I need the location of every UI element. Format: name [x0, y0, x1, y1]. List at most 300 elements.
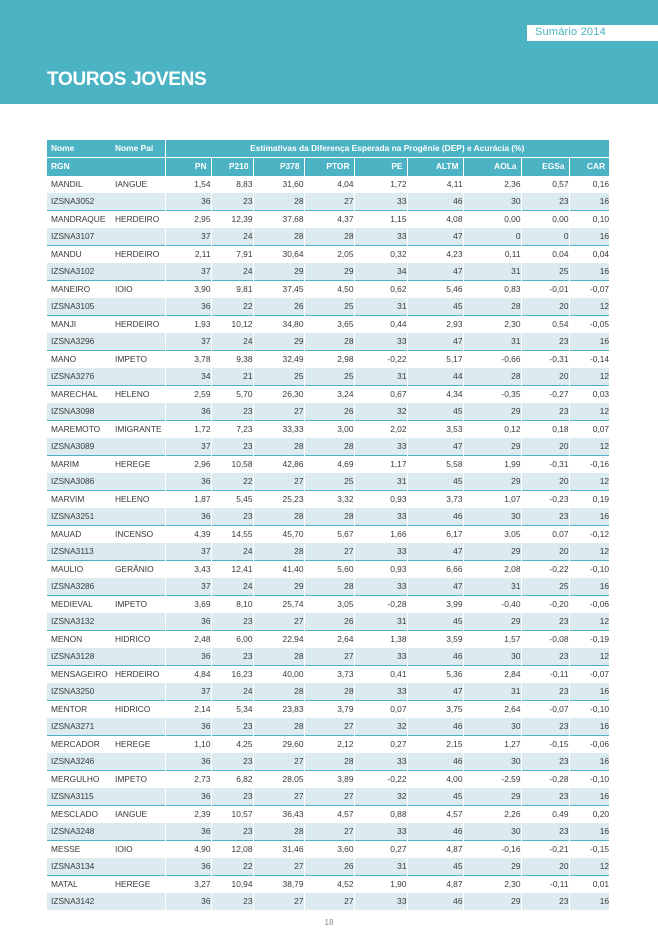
- accuracy-value: 46: [407, 823, 463, 841]
- dep-value: -0,06: [569, 596, 609, 614]
- dep-value: 0,00: [463, 211, 521, 229]
- accuracy-value: 27: [304, 788, 354, 806]
- dep-value: 3,05: [304, 596, 354, 614]
- dep-value: 4,57: [304, 806, 354, 824]
- accuracy-value: 45: [407, 298, 463, 316]
- table-row-dep: [47, 456, 609, 474]
- accuracy-value: 28: [304, 508, 354, 526]
- dep-value: 2,08: [463, 561, 521, 579]
- table-row-accuracy: [47, 858, 609, 876]
- sire-name: HERDEIRO: [111, 666, 165, 684]
- accuracy-value: 26: [304, 613, 354, 631]
- accuracy-value: 46: [407, 753, 463, 771]
- header-metric: EGSa: [521, 158, 569, 176]
- accuracy-value: 45: [407, 613, 463, 631]
- accuracy-value: 20: [521, 438, 569, 456]
- table-row-accuracy: [47, 543, 609, 561]
- dep-value: -0,15: [521, 736, 569, 754]
- animal-rgn: IZSNA3107: [47, 228, 111, 246]
- header-rgn: RGN: [47, 158, 111, 176]
- dep-value: 45,70: [253, 526, 304, 544]
- dep-value: 2,64: [463, 701, 521, 719]
- header-sire: Nome Pai: [111, 140, 165, 158]
- sire-name: IMIGRANTE: [111, 421, 165, 439]
- dep-value: 36,43: [253, 806, 304, 824]
- dep-value: 4,34: [407, 386, 463, 404]
- dep-value: -0,10: [569, 771, 609, 789]
- accuracy-value: 12: [569, 403, 609, 421]
- accuracy-value: 45: [407, 858, 463, 876]
- dep-value: 37,68: [253, 211, 304, 229]
- header-metric: AOLa: [463, 158, 521, 176]
- accuracy-value: 47: [407, 438, 463, 456]
- accuracy-value: 27: [304, 718, 354, 736]
- dep-value: -0,31: [521, 456, 569, 474]
- table-row-accuracy: [47, 298, 609, 316]
- accuracy-value: 23: [521, 893, 569, 910]
- dep-value: 0,93: [354, 561, 407, 579]
- dep-value: 3,78: [165, 351, 211, 369]
- accuracy-value: 23: [521, 193, 569, 211]
- animal-rgn: IZSNA3115: [47, 788, 111, 806]
- dep-value: -0,66: [463, 351, 521, 369]
- table-row-accuracy: [47, 788, 609, 806]
- rgn-spacer: [111, 683, 165, 701]
- accuracy-value: 45: [407, 788, 463, 806]
- dep-value: 2,73: [165, 771, 211, 789]
- dep-value: -0,05: [569, 316, 609, 334]
- accuracy-value: 26: [253, 298, 304, 316]
- table-row-accuracy: [47, 263, 609, 281]
- dep-value: 3,27: [165, 876, 211, 894]
- table-row-dep: [47, 561, 609, 579]
- accuracy-value: 28: [304, 753, 354, 771]
- dep-value: 10,57: [211, 806, 253, 824]
- accuracy-value: 30: [463, 823, 521, 841]
- sire-name: HERDEIRO: [111, 246, 165, 264]
- dep-value: 0,41: [354, 666, 407, 684]
- dep-value: 0,20: [569, 806, 609, 824]
- sire-name: GERÂNIO: [111, 561, 165, 579]
- dep-value: 8,10: [211, 596, 253, 614]
- accuracy-value: 24: [211, 333, 253, 351]
- animal-name: MENON: [47, 631, 111, 649]
- sire-name: IMPETO: [111, 351, 165, 369]
- accuracy-value: 28: [304, 438, 354, 456]
- dep-value: 4,90: [165, 841, 211, 859]
- dep-value: 5,67: [304, 526, 354, 544]
- accuracy-value: 27: [304, 193, 354, 211]
- dep-value: 6,17: [407, 526, 463, 544]
- accuracy-value: 37: [165, 683, 211, 701]
- header-row-2: [47, 158, 609, 176]
- dep-value: 5,58: [407, 456, 463, 474]
- dep-value: 2,12: [304, 736, 354, 754]
- rgn-spacer: [111, 508, 165, 526]
- dep-value: 2,93: [407, 316, 463, 334]
- accuracy-value: 36: [165, 893, 211, 910]
- dep-value: 10,12: [211, 316, 253, 334]
- dep-value: 16,23: [211, 666, 253, 684]
- dep-value: -0,14: [569, 351, 609, 369]
- dep-value: 2,39: [165, 806, 211, 824]
- animal-rgn: IZSNA3128: [47, 648, 111, 666]
- accuracy-value: 28: [253, 228, 304, 246]
- rgn-spacer: [111, 893, 165, 910]
- accuracy-value: 24: [211, 683, 253, 701]
- accuracy-value: 16: [569, 228, 609, 246]
- dep-value: -0,22: [521, 561, 569, 579]
- accuracy-value: 23: [211, 648, 253, 666]
- animal-name: MANO: [47, 351, 111, 369]
- dep-value: 2,26: [463, 806, 521, 824]
- accuracy-value: 36: [165, 508, 211, 526]
- table-row-accuracy: [47, 438, 609, 456]
- dep-value: 0,00: [521, 211, 569, 229]
- dep-value: 0,44: [354, 316, 407, 334]
- accuracy-value: 31: [354, 298, 407, 316]
- rgn-spacer: [111, 228, 165, 246]
- accuracy-value: 23: [211, 438, 253, 456]
- accuracy-value: 46: [407, 648, 463, 666]
- dep-value: 2,05: [304, 246, 354, 264]
- accuracy-value: 16: [569, 333, 609, 351]
- accuracy-value: 25: [304, 473, 354, 491]
- dep-value: 1,54: [165, 176, 211, 194]
- accuracy-value: 23: [521, 333, 569, 351]
- animal-name: MAUAD: [47, 526, 111, 544]
- dep-value: -0,01: [521, 281, 569, 299]
- rgn-spacer: [111, 543, 165, 561]
- accuracy-value: 28: [253, 683, 304, 701]
- dep-value: -0,07: [521, 701, 569, 719]
- dep-value: 0,04: [569, 246, 609, 264]
- table-row-dep: [47, 176, 609, 194]
- accuracy-value: 33: [354, 333, 407, 351]
- dep-value: 0,88: [354, 806, 407, 824]
- sire-name: HEREGE: [111, 736, 165, 754]
- dep-value: 0,57: [521, 176, 569, 194]
- dep-value: 1,72: [354, 176, 407, 194]
- rgn-spacer: [111, 298, 165, 316]
- accuracy-value: 28: [304, 228, 354, 246]
- dep-value: 5,17: [407, 351, 463, 369]
- accuracy-value: 47: [407, 263, 463, 281]
- dep-value: 0,01: [569, 876, 609, 894]
- animal-name: MANDIL: [47, 176, 111, 194]
- accuracy-value: 26: [304, 858, 354, 876]
- dep-value: 4,04: [304, 176, 354, 194]
- dep-value: 0,83: [463, 281, 521, 299]
- animal-name: MENTOR: [47, 701, 111, 719]
- dep-value: 9,38: [211, 351, 253, 369]
- dep-value: 1,38: [354, 631, 407, 649]
- accuracy-value: 23: [211, 193, 253, 211]
- accuracy-value: 27: [304, 823, 354, 841]
- accuracy-value: 28: [304, 683, 354, 701]
- animal-rgn: IZSNA3248: [47, 823, 111, 841]
- animal-name: MARECHAL: [47, 386, 111, 404]
- dep-value: 0,27: [354, 841, 407, 859]
- dep-value: 2,36: [463, 176, 521, 194]
- table-row-dep: [47, 736, 609, 754]
- dep-value: 6,82: [211, 771, 253, 789]
- dep-value: 5,70: [211, 386, 253, 404]
- accuracy-value: 36: [165, 718, 211, 736]
- dep-value: -0,11: [521, 876, 569, 894]
- dep-value: 0,11: [463, 246, 521, 264]
- accuracy-value: 16: [569, 718, 609, 736]
- dep-value: 0,19: [569, 491, 609, 509]
- dep-value: 12,41: [211, 561, 253, 579]
- accuracy-value: 23: [521, 403, 569, 421]
- accuracy-value: 27: [253, 473, 304, 491]
- animal-rgn: IZSNA3134: [47, 858, 111, 876]
- dep-value: 2,48: [165, 631, 211, 649]
- dep-value: -0,07: [569, 666, 609, 684]
- table-row-accuracy: [47, 648, 609, 666]
- accuracy-value: 25: [253, 368, 304, 386]
- header-name: Nome: [47, 140, 111, 158]
- dep-value: 4,25: [211, 736, 253, 754]
- dep-value: 4,08: [407, 211, 463, 229]
- animal-rgn: IZSNA3132: [47, 613, 111, 631]
- accuracy-value: 31: [354, 473, 407, 491]
- dep-value: 0,27: [354, 736, 407, 754]
- dep-value: 3,75: [407, 701, 463, 719]
- dep-value: 3,90: [165, 281, 211, 299]
- accuracy-value: 36: [165, 298, 211, 316]
- dep-value: 42,86: [253, 456, 304, 474]
- rgn-spacer: [111, 438, 165, 456]
- dep-value: 2,30: [463, 876, 521, 894]
- accuracy-value: 21: [211, 368, 253, 386]
- dep-value: 10,58: [211, 456, 253, 474]
- sire-name: IMPETO: [111, 771, 165, 789]
- dep-value: 1,99: [463, 456, 521, 474]
- dep-value: -0,28: [354, 596, 407, 614]
- table-row-dep: [47, 841, 609, 859]
- dep-value: 2,98: [304, 351, 354, 369]
- table-row-dep: [47, 526, 609, 544]
- accuracy-value: 27: [253, 403, 304, 421]
- accuracy-value: 27: [253, 613, 304, 631]
- accuracy-value: 24: [211, 228, 253, 246]
- accuracy-value: 37: [165, 228, 211, 246]
- accuracy-value: 36: [165, 473, 211, 491]
- dep-value: 3,59: [407, 631, 463, 649]
- dep-value: -0,28: [521, 771, 569, 789]
- header-metric: P378: [253, 158, 304, 176]
- dep-value: 4,57: [407, 806, 463, 824]
- accuracy-value: 33: [354, 683, 407, 701]
- accuracy-value: 33: [354, 893, 407, 910]
- accuracy-value: 29: [463, 473, 521, 491]
- animal-rgn: IZSNA3246: [47, 753, 111, 771]
- dep-value: 0,07: [354, 701, 407, 719]
- dep-value: -0,35: [463, 386, 521, 404]
- accuracy-value: 16: [569, 508, 609, 526]
- dep-value: -0,16: [569, 456, 609, 474]
- section-tag: [527, 25, 658, 41]
- accuracy-value: 24: [211, 263, 253, 281]
- animal-name: MEDIEVAL: [47, 596, 111, 614]
- dep-value: 3,89: [304, 771, 354, 789]
- accuracy-value: 29: [463, 403, 521, 421]
- accuracy-value: 28: [253, 823, 304, 841]
- accuracy-value: 28: [463, 368, 521, 386]
- accuracy-value: 36: [165, 823, 211, 841]
- accuracy-value: 46: [407, 893, 463, 910]
- accuracy-value: 36: [165, 613, 211, 631]
- animal-name: MERGULHO: [47, 771, 111, 789]
- table-row-accuracy: [47, 753, 609, 771]
- animal-name: MARIM: [47, 456, 111, 474]
- dep-value: 1,10: [165, 736, 211, 754]
- dep-value: 31,46: [253, 841, 304, 859]
- table-row-dep: [47, 211, 609, 229]
- dep-value: 4,52: [304, 876, 354, 894]
- accuracy-value: 23: [521, 648, 569, 666]
- accuracy-value: 31: [463, 333, 521, 351]
- accuracy-value: 16: [569, 193, 609, 211]
- dep-value: -0,15: [569, 841, 609, 859]
- dep-value: 0,67: [354, 386, 407, 404]
- animal-rgn: IZSNA3142: [47, 893, 111, 910]
- animal-name: MESCLADO: [47, 806, 111, 824]
- table-row-dep: [47, 806, 609, 824]
- table-row-accuracy: [47, 823, 609, 841]
- dep-value: -0,21: [521, 841, 569, 859]
- accuracy-value: 34: [354, 263, 407, 281]
- dep-value: 1,66: [354, 526, 407, 544]
- accuracy-value: 29: [253, 263, 304, 281]
- header-metric: PTOR: [304, 158, 354, 176]
- table-row-accuracy: [47, 578, 609, 596]
- accuracy-value: 25: [304, 298, 354, 316]
- rgn-spacer: [111, 473, 165, 491]
- table-row-dep: [47, 876, 609, 894]
- accuracy-value: 29: [463, 893, 521, 910]
- rgn-spacer: [111, 753, 165, 771]
- dep-value: 2,14: [165, 701, 211, 719]
- dep-value: 29,60: [253, 736, 304, 754]
- dep-value: 3,60: [304, 841, 354, 859]
- accuracy-value: 29: [463, 788, 521, 806]
- accuracy-value: 12: [569, 543, 609, 561]
- dep-value: 0,49: [521, 806, 569, 824]
- table-row-accuracy: [47, 508, 609, 526]
- accuracy-value: 31: [354, 613, 407, 631]
- dep-value: 4,87: [407, 841, 463, 859]
- accuracy-value: 12: [569, 438, 609, 456]
- header-metric: CAR: [569, 158, 609, 176]
- accuracy-value: 28: [253, 508, 304, 526]
- dep-value: -0,22: [354, 771, 407, 789]
- table-row-accuracy: [47, 683, 609, 701]
- accuracy-value: 12: [569, 648, 609, 666]
- table-row-accuracy: [47, 403, 609, 421]
- accuracy-value: 23: [211, 823, 253, 841]
- accuracy-value: 23: [521, 753, 569, 771]
- animal-rgn: IZSNA3286: [47, 578, 111, 596]
- dep-value: 2,30: [463, 316, 521, 334]
- accuracy-value: 29: [253, 333, 304, 351]
- dep-value: 2,84: [463, 666, 521, 684]
- dep-value: 4,11: [407, 176, 463, 194]
- accuracy-value: 47: [407, 333, 463, 351]
- accuracy-value: 30: [463, 648, 521, 666]
- accuracy-value: 29: [253, 578, 304, 596]
- dep-value: -0,11: [521, 666, 569, 684]
- accuracy-value: 33: [354, 193, 407, 211]
- dep-value: 2,59: [165, 386, 211, 404]
- dep-value: 3,05: [463, 526, 521, 544]
- table-row-dep: [47, 316, 609, 334]
- dep-value: -0,08: [521, 631, 569, 649]
- accuracy-value: 23: [211, 788, 253, 806]
- accuracy-value: 12: [569, 298, 609, 316]
- accuracy-value: 28: [304, 578, 354, 596]
- rgn-spacer: [111, 578, 165, 596]
- animal-name: MAREMOTO: [47, 421, 111, 439]
- accuracy-value: 23: [211, 403, 253, 421]
- dep-value: 3,69: [165, 596, 211, 614]
- dep-value: 0,07: [521, 526, 569, 544]
- accuracy-value: 28: [253, 718, 304, 736]
- accuracy-value: 46: [407, 193, 463, 211]
- rgn-spacer: [111, 368, 165, 386]
- dep-value: 7,23: [211, 421, 253, 439]
- dep-value: 0,16: [569, 176, 609, 194]
- animal-rgn: IZSNA3296: [47, 333, 111, 351]
- dep-value: 0,93: [354, 491, 407, 509]
- accuracy-value: 46: [407, 508, 463, 526]
- accuracy-value: 24: [211, 578, 253, 596]
- dep-value: 5,45: [211, 491, 253, 509]
- dep-value: 25,74: [253, 596, 304, 614]
- rgn-spacer: [111, 403, 165, 421]
- accuracy-value: 27: [304, 543, 354, 561]
- table-row-dep: [47, 771, 609, 789]
- dep-value: 4,39: [165, 526, 211, 544]
- accuracy-value: 31: [463, 683, 521, 701]
- accuracy-value: 12: [569, 368, 609, 386]
- accuracy-value: 31: [463, 578, 521, 596]
- dep-value: 6,00: [211, 631, 253, 649]
- dep-value: 0,54: [521, 316, 569, 334]
- dep-value: 1,90: [354, 876, 407, 894]
- dep-value: 4,69: [304, 456, 354, 474]
- accuracy-value: 34: [165, 368, 211, 386]
- accuracy-value: 31: [463, 263, 521, 281]
- dep-value: 40,00: [253, 666, 304, 684]
- dep-value: 3,73: [407, 491, 463, 509]
- accuracy-value: 32: [354, 403, 407, 421]
- header-metric: PE: [354, 158, 407, 176]
- dep-value: 37,45: [253, 281, 304, 299]
- header-blank: [111, 158, 165, 176]
- sire-name: HERDEIRO: [111, 316, 165, 334]
- dep-value: -0,27: [521, 386, 569, 404]
- accuracy-value: 16: [569, 263, 609, 281]
- animal-rgn: IZSNA3089: [47, 438, 111, 456]
- sire-name: IANGUE: [111, 806, 165, 824]
- sire-name: HELENO: [111, 491, 165, 509]
- animal-name: MARVIM: [47, 491, 111, 509]
- table-row-accuracy: [47, 228, 609, 246]
- animal-name: MENSAGEIRO: [47, 666, 111, 684]
